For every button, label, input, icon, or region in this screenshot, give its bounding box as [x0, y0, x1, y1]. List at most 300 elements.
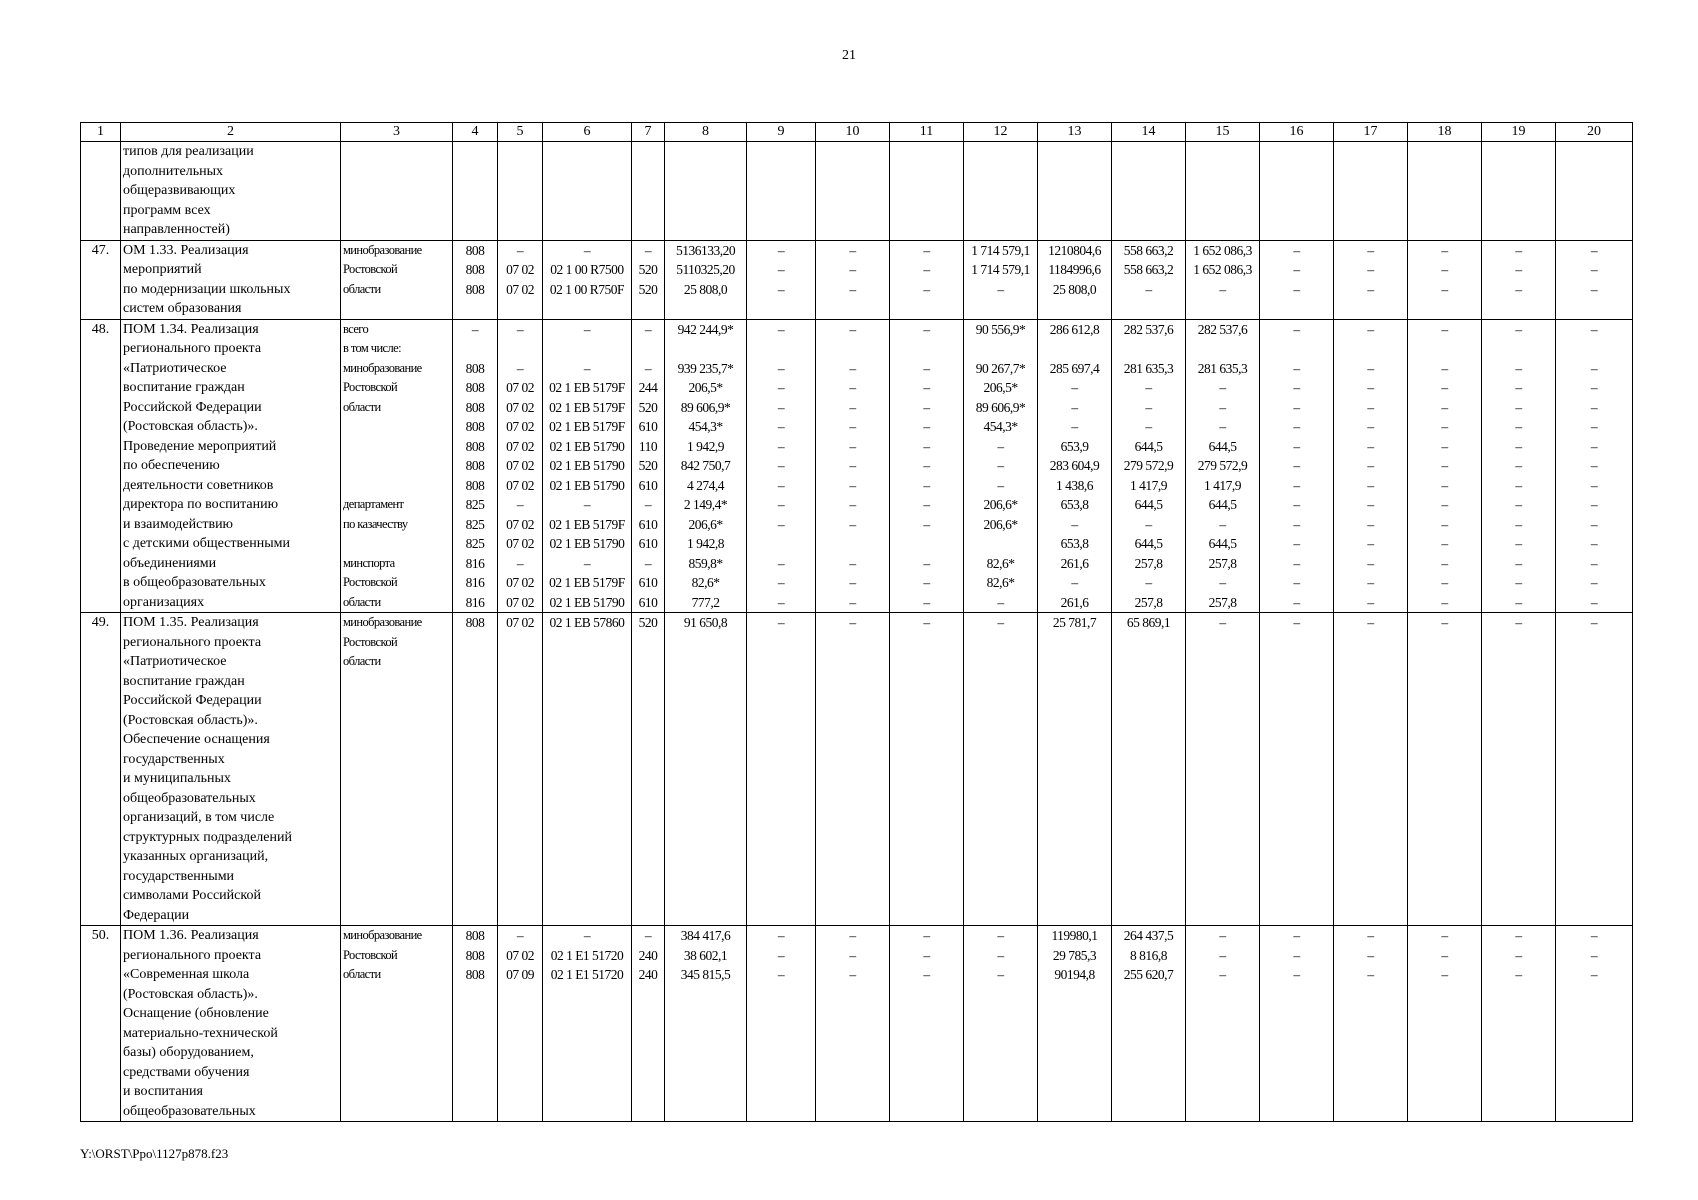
value: –	[1293, 536, 1300, 551]
value: –	[1515, 399, 1522, 415]
value: 279 572,9	[1123, 458, 1174, 473]
measure-name-line: программ всех	[123, 202, 211, 218]
value: –	[1293, 281, 1300, 297]
value: –	[849, 967, 856, 982]
value	[545, 339, 629, 359]
value: –	[644, 321, 652, 337]
value: –	[923, 438, 930, 454]
value	[1262, 652, 1331, 672]
measure-name-line: материально-технической	[123, 1025, 278, 1041]
value: 02 1 EВ 5179F	[549, 419, 625, 434]
value: 816	[465, 555, 485, 571]
value: 520	[638, 615, 658, 630]
value	[1558, 633, 1630, 653]
table-row	[81, 613, 1633, 926]
value: –	[1441, 575, 1448, 590]
header-cell: 17	[1334, 123, 1408, 142]
value: –	[1367, 615, 1374, 630]
value: 808	[465, 360, 485, 376]
row-number: 49.	[81, 613, 121, 926]
header-cell: 15	[1186, 123, 1260, 142]
executor-line: области	[343, 399, 381, 414]
header-cell: 18	[1408, 123, 1482, 142]
value: –	[471, 321, 479, 337]
executor-line: в том числе:	[343, 341, 401, 355]
value: 07 02	[506, 615, 534, 630]
value: –	[1367, 419, 1374, 434]
measure-name-line: (Ростовская область)».	[123, 986, 258, 1002]
value: 206,5*	[688, 380, 723, 395]
value: 644,5	[1208, 536, 1237, 551]
value: 808	[465, 281, 485, 297]
value: 808	[465, 380, 485, 395]
value: –	[1590, 438, 1598, 454]
measure-name-line: систем образования	[123, 301, 242, 316]
value-cell	[1408, 240, 1482, 319]
value	[1262, 339, 1331, 359]
value: –	[1590, 928, 1598, 943]
value: –	[1145, 575, 1152, 590]
value-cell	[1334, 613, 1408, 926]
header-cell: 11	[890, 123, 964, 142]
value: 859,8*	[688, 555, 723, 571]
value: 825	[465, 536, 485, 551]
value: –	[1515, 967, 1522, 982]
value: –	[1441, 555, 1448, 571]
value	[1262, 633, 1331, 653]
value: –	[1515, 419, 1522, 434]
value: –	[1145, 399, 1152, 415]
executor-line: Ростовской	[343, 262, 398, 276]
value: –	[849, 497, 856, 512]
measure-name-line: ПОМ 1.34. Реализация	[123, 321, 259, 337]
value: –	[1367, 967, 1374, 982]
value: 644,5	[1208, 438, 1237, 454]
value: –	[1590, 458, 1598, 473]
value: –	[1293, 594, 1300, 610]
value: –	[1145, 281, 1152, 297]
executor-line	[343, 417, 450, 437]
header-cell: 19	[1482, 123, 1556, 142]
value: 610	[638, 575, 658, 590]
value: 1 417,9	[1130, 477, 1167, 493]
measure-name-line: ПОМ 1.36. Реализация	[123, 928, 259, 943]
value: 257,8	[1208, 594, 1237, 610]
value-cell	[1334, 926, 1408, 1122]
value: –	[1441, 594, 1448, 610]
value: –	[1293, 419, 1300, 434]
value: –	[849, 360, 856, 376]
value	[1188, 299, 1257, 319]
executor-cell	[341, 240, 453, 319]
value: –	[1590, 380, 1598, 395]
budget-table	[80, 122, 1633, 1122]
row-number: 48.	[81, 319, 121, 613]
value: –	[777, 928, 785, 943]
value: –	[923, 516, 930, 532]
value-cell	[816, 613, 890, 926]
value: –	[1367, 497, 1374, 512]
value: –	[923, 967, 930, 982]
value: –	[1515, 615, 1522, 630]
value: 653,9	[1060, 438, 1089, 454]
value: 644,5	[1208, 497, 1237, 512]
value: –	[923, 615, 930, 630]
value: 07 09	[506, 967, 534, 982]
value: 808	[465, 399, 485, 415]
value	[634, 299, 662, 319]
value-cell	[453, 319, 498, 613]
value-cell	[498, 240, 543, 319]
value: –	[777, 615, 785, 630]
value-cell	[1038, 240, 1112, 319]
value: 206,6*	[688, 516, 723, 532]
value: 255 620,7	[1123, 967, 1174, 982]
value: –	[1590, 360, 1598, 376]
executor-line	[343, 299, 450, 319]
value: –	[1219, 575, 1226, 590]
value: –	[777, 458, 785, 473]
measure-name	[121, 319, 341, 613]
value: –	[1441, 477, 1448, 493]
value: 1 714 579,1	[971, 242, 1030, 258]
value: –	[1441, 615, 1448, 630]
value: –	[1145, 419, 1152, 434]
measure-name-line: направленностей)	[123, 222, 230, 237]
value: –	[777, 419, 785, 434]
value: –	[923, 321, 930, 337]
value	[634, 633, 662, 653]
value: 610	[638, 477, 658, 493]
value	[634, 652, 662, 672]
value: –	[777, 516, 785, 532]
value: –	[1441, 516, 1448, 532]
executor-line: области	[343, 967, 381, 981]
value: –	[923, 947, 930, 963]
value: –	[923, 458, 930, 473]
value: –	[1515, 594, 1522, 610]
measure-name-line: (Ростовская область)».	[123, 419, 258, 434]
value: –	[1441, 419, 1448, 434]
row-number: 50.	[81, 926, 121, 1122]
value: 825	[465, 516, 485, 532]
value: –	[516, 321, 524, 337]
value-cell	[1260, 319, 1334, 613]
value-cell	[1482, 926, 1556, 1122]
value: –	[1441, 360, 1448, 376]
measure-name-line: ПОМ 1.35. Реализация	[123, 615, 259, 630]
value: –	[849, 575, 856, 590]
value: –	[1367, 947, 1374, 963]
value: 1 714 579,1	[971, 262, 1030, 277]
value-cell	[964, 613, 1038, 926]
value: –	[1515, 242, 1522, 258]
value: –	[583, 555, 591, 571]
value: –	[1441, 242, 1448, 258]
value: 07 02	[506, 477, 534, 493]
value: –	[1293, 575, 1300, 590]
value: –	[777, 555, 785, 571]
value: 4 274,4	[687, 477, 724, 493]
value: –	[644, 497, 652, 512]
value: –	[583, 321, 591, 337]
value: 281 635,3	[1123, 360, 1174, 376]
value: 816	[465, 575, 485, 590]
value: –	[1441, 262, 1448, 277]
value-cell	[747, 142, 816, 241]
value: –	[923, 477, 930, 493]
value-cell	[1186, 240, 1260, 319]
value: –	[1219, 516, 1226, 532]
value	[818, 299, 887, 319]
value: –	[1590, 281, 1598, 297]
measure-name-line: (Ростовская область)».	[123, 712, 258, 728]
value: 5136133,20	[675, 242, 736, 258]
value: –	[923, 399, 930, 415]
value: 206,5*	[983, 380, 1018, 395]
value-cell	[1408, 142, 1482, 241]
value: 240	[638, 947, 658, 963]
value	[966, 633, 1035, 653]
value: –	[1367, 536, 1374, 551]
value: 244	[638, 380, 658, 395]
value: –	[997, 928, 1004, 943]
value: –	[997, 477, 1004, 493]
value: –	[1515, 458, 1522, 473]
value-cell	[1334, 319, 1408, 613]
value: –	[1219, 281, 1226, 297]
value-cell	[1408, 319, 1482, 613]
value: –	[849, 399, 856, 415]
value: –	[1590, 419, 1598, 434]
value: –	[516, 928, 524, 943]
value: –	[923, 594, 930, 610]
value-cell	[747, 240, 816, 319]
value: 119980,1	[1051, 928, 1098, 943]
value: –	[1367, 928, 1374, 943]
value-cell	[1334, 142, 1408, 241]
value	[455, 339, 495, 359]
value: 942 244,9*	[677, 321, 734, 337]
value: –	[1590, 594, 1598, 610]
executor-cell	[341, 926, 453, 1122]
value: 264 437,5	[1123, 928, 1174, 943]
value: –	[1367, 242, 1374, 258]
value: 07 02	[506, 536, 534, 551]
value: 02 1 EВ 51790	[549, 438, 625, 454]
value-cell	[453, 926, 498, 1122]
executor-line: всего	[343, 321, 369, 336]
value-cell	[665, 926, 747, 1122]
value: –	[1515, 516, 1522, 532]
value: –	[777, 281, 785, 297]
value: 206,6*	[983, 497, 1018, 512]
value: 02 1 EВ 51790	[549, 458, 625, 473]
value	[892, 299, 961, 319]
value-cell	[1482, 319, 1556, 613]
executor-line	[343, 437, 450, 457]
value-cell	[665, 142, 747, 241]
executor-line	[343, 456, 450, 476]
value: –	[849, 555, 856, 571]
header-cell: 14	[1112, 123, 1186, 142]
value: –	[1441, 438, 1448, 454]
value	[818, 652, 887, 672]
value: 1 652 086,3	[1193, 262, 1252, 277]
value: –	[1293, 928, 1300, 943]
measure-name-line: и взаимодействию	[123, 516, 234, 532]
value: 520	[638, 458, 658, 473]
value: 808	[465, 262, 485, 277]
executor-line: по казачеству	[343, 516, 408, 531]
value: 454,3*	[688, 419, 723, 434]
footer-path: Y:\ORST\Ppo\1127p878.f23	[80, 1146, 229, 1161]
value: 644,5	[1134, 497, 1163, 512]
executor-line: департамент	[343, 497, 404, 511]
value: –	[849, 594, 856, 610]
value: 206,6*	[983, 516, 1018, 532]
value-cell	[632, 240, 665, 319]
value-cell	[1556, 240, 1633, 319]
value: 257,8	[1134, 555, 1163, 571]
value: –	[1071, 380, 1078, 395]
value	[1484, 339, 1553, 359]
value	[500, 633, 540, 653]
value: –	[1590, 575, 1598, 590]
value	[455, 299, 495, 319]
value: –	[1071, 516, 1078, 532]
value-cell	[747, 613, 816, 926]
value	[1040, 633, 1109, 653]
value: –	[923, 419, 930, 434]
value: –	[1367, 438, 1374, 454]
value: –	[516, 360, 524, 376]
value: –	[644, 242, 652, 258]
measure-name-line: средствами обучения	[123, 1064, 250, 1080]
value-cell	[890, 613, 964, 926]
value: 07 02	[506, 262, 534, 277]
value: –	[1293, 321, 1300, 337]
value: –	[1367, 321, 1374, 337]
value: 2 149,4*	[683, 497, 728, 512]
value: –	[997, 458, 1004, 473]
value: –	[1441, 281, 1448, 297]
value-cell	[1112, 142, 1186, 241]
value: –	[1293, 615, 1300, 630]
value: –	[1515, 497, 1522, 512]
value: 808	[465, 438, 485, 454]
value: –	[923, 281, 930, 297]
value: 90194,8	[1054, 967, 1095, 982]
value: –	[997, 947, 1004, 963]
value: –	[1219, 928, 1226, 943]
value-cell	[453, 142, 498, 241]
value	[455, 633, 495, 653]
table-row	[81, 319, 1633, 613]
value	[1410, 633, 1479, 653]
value: –	[777, 575, 785, 590]
value: –	[1293, 967, 1300, 982]
value-cell	[498, 319, 543, 613]
value: 65 869,1	[1126, 615, 1171, 630]
header-cell: 6	[543, 123, 632, 142]
value: –	[1367, 360, 1374, 376]
value	[667, 652, 744, 672]
value: –	[1219, 967, 1226, 982]
value: –	[923, 360, 930, 376]
value: 653,8	[1060, 497, 1089, 512]
measure-name-line: директора по воспитанию	[123, 497, 279, 512]
header-cell: 8	[665, 123, 747, 142]
measure-name-line: регионального проекта	[123, 947, 262, 963]
measure-name-line: типов для реализации	[123, 144, 254, 159]
value: –	[997, 615, 1004, 630]
value: –	[1515, 575, 1522, 590]
executor-line: области	[343, 594, 381, 609]
value	[1336, 339, 1405, 359]
value	[966, 652, 1035, 672]
value: –	[777, 947, 785, 963]
executor-line: минобразование	[343, 615, 422, 629]
value: –	[1071, 399, 1078, 415]
value: 91 650,8	[683, 615, 728, 630]
value: –	[1293, 477, 1300, 493]
value: –	[923, 242, 930, 258]
value-cell	[1038, 142, 1112, 241]
value: –	[777, 321, 785, 337]
value	[1484, 633, 1553, 653]
measure-name-line: в общеобразовательных	[123, 575, 266, 590]
measure-name	[121, 142, 341, 241]
value: 02 1 EВ 5179F	[549, 575, 625, 590]
value: 02 1 EВ 5179F	[549, 516, 625, 532]
value	[1188, 633, 1257, 653]
header-cell: 12	[964, 123, 1038, 142]
value: –	[516, 242, 524, 258]
header-cell: 5	[498, 123, 543, 142]
value: 82,6*	[986, 575, 1015, 590]
value: –	[1219, 399, 1226, 415]
value: –	[849, 477, 856, 493]
value: –	[1515, 928, 1522, 943]
executor-line: Ростовской	[343, 634, 398, 649]
value: –	[1293, 399, 1300, 415]
executor-cell	[341, 319, 453, 613]
value	[892, 534, 961, 554]
value: 1 942,9	[687, 438, 724, 454]
value-cell	[543, 613, 632, 926]
value-cell	[1038, 926, 1112, 1122]
value: 286 612,8	[1049, 321, 1100, 337]
value: –	[1515, 947, 1522, 963]
value: 261,6	[1060, 594, 1089, 610]
value: –	[583, 928, 591, 943]
value-cell	[1038, 319, 1112, 613]
value: 02 1 EВ 57860	[549, 615, 625, 630]
value	[1114, 652, 1183, 672]
value: –	[1219, 419, 1226, 434]
measure-name	[121, 240, 341, 319]
value	[1558, 652, 1630, 672]
value: –	[923, 380, 930, 395]
value: –	[1515, 438, 1522, 454]
value	[1188, 339, 1257, 359]
value-cell	[816, 319, 890, 613]
measure-name-line: деятельности советников	[123, 477, 274, 493]
value-cell	[1038, 613, 1112, 926]
value	[1410, 339, 1479, 359]
page-number: 21	[842, 48, 856, 63]
